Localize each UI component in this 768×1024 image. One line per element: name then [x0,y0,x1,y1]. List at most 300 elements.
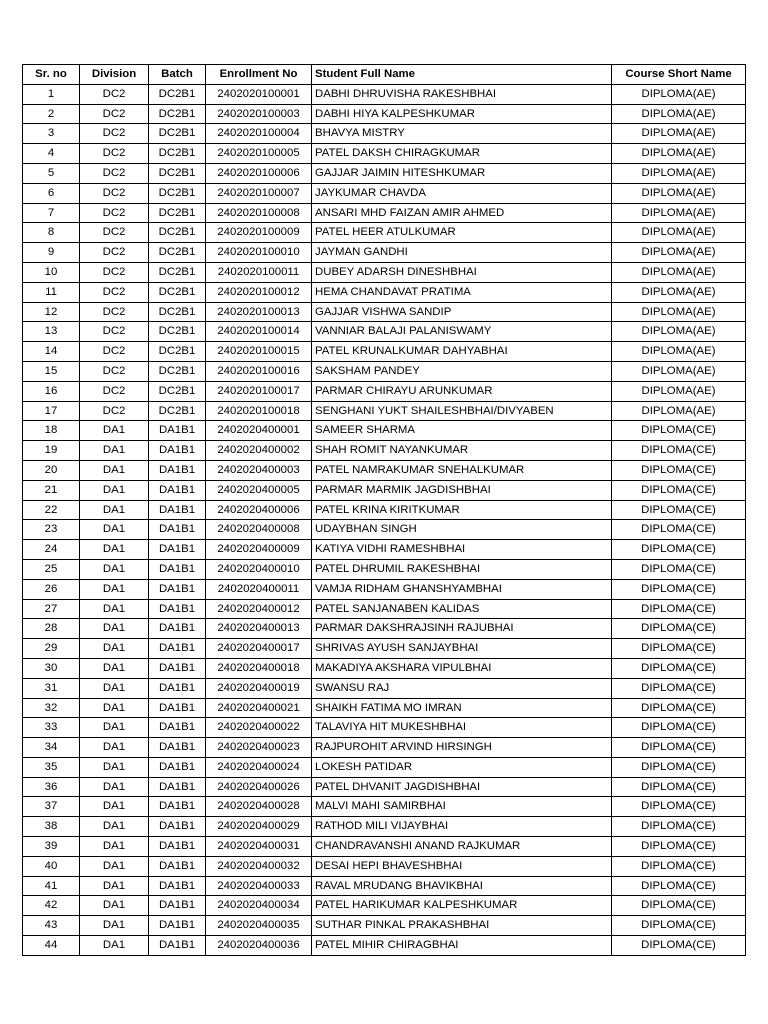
cell-student-name: PATEL KRUNALKUMAR DAHYABHAI [312,342,612,362]
cell-sr-no: 41 [23,876,80,896]
cell-batch: DA1B1 [149,460,206,480]
cell-enrollment-no: 2402020400022 [206,718,312,738]
table-row [23,401,746,421]
cell-batch: DA1B1 [149,876,206,896]
cell-batch: DA1B1 [149,520,206,540]
cell-course: DIPLOMA(AE) [612,302,746,322]
table-row [23,658,746,678]
cell-enrollment-no: 2402020100008 [206,203,312,223]
cell-student-name: HEMA CHANDAVAT PRATIMA [312,282,612,302]
table-row [23,480,746,500]
cell-student-name: DABHI HIYA KALPESHKUMAR [312,104,612,124]
cell-division: DC2 [80,381,149,401]
cell-student-name: DUBEY ADARSH DINESHBHAI [312,262,612,282]
cell-student-name: BHAVYA MISTRY [312,124,612,144]
table-row [23,381,746,401]
cell-batch: DA1B1 [149,579,206,599]
cell-batch: DA1B1 [149,856,206,876]
cell-student-name: RATHOD MILI VIJAYBHAI [312,817,612,837]
cell-student-name: CHANDRAVANSHI ANAND RAJKUMAR [312,837,612,857]
cell-batch: DA1B1 [149,936,206,956]
cell-batch: DA1B1 [149,698,206,718]
cell-division: DC2 [80,401,149,421]
cell-batch: DA1B1 [149,540,206,560]
cell-division: DC2 [80,124,149,144]
cell-student-name: PATEL KRINA KIRITKUMAR [312,500,612,520]
cell-division: DA1 [80,480,149,500]
cell-student-name: JAYMAN GANDHI [312,243,612,263]
cell-batch: DA1B1 [149,441,206,461]
cell-enrollment-no: 2402020400034 [206,896,312,916]
cell-course: DIPLOMA(AE) [612,163,746,183]
cell-sr-no: 6 [23,183,80,203]
cell-course: DIPLOMA(CE) [612,856,746,876]
cell-student-name: SHAH ROMIT NAYANKUMAR [312,441,612,461]
table-row [23,698,746,718]
cell-student-name: MALVI MAHI SAMIRBHAI [312,797,612,817]
cell-course: DIPLOMA(CE) [612,540,746,560]
cell-enrollment-no: 2402020400006 [206,500,312,520]
cell-sr-no: 2 [23,104,80,124]
cell-sr-no: 16 [23,381,80,401]
cell-batch: DC2B1 [149,144,206,164]
cell-enrollment-no: 2402020100004 [206,124,312,144]
cell-student-name: LOKESH PATIDAR [312,757,612,777]
cell-division: DA1 [80,698,149,718]
cell-course: DIPLOMA(AE) [612,342,746,362]
cell-student-name: ANSARI MHD FAIZAN AMIR AHMED [312,203,612,223]
cell-division: DA1 [80,559,149,579]
cell-enrollment-no: 2402020400005 [206,480,312,500]
table-row [23,559,746,579]
cell-enrollment-no: 2402020100007 [206,183,312,203]
cell-sr-no: 15 [23,361,80,381]
cell-course: DIPLOMA(AE) [612,203,746,223]
cell-course: DIPLOMA(CE) [612,480,746,500]
cell-student-name: VAMJA RIDHAM GHANSHYAMBHAI [312,579,612,599]
cell-batch: DA1B1 [149,777,206,797]
cell-student-name: PATEL NAMRAKUMAR SNEHALKUMAR [312,460,612,480]
table-row [23,282,746,302]
cell-enrollment-no: 2402020400035 [206,916,312,936]
cell-batch: DA1B1 [149,797,206,817]
header-student-full-name: Student Full Name [312,65,612,85]
cell-enrollment-no: 2402020400013 [206,619,312,639]
cell-sr-no: 30 [23,658,80,678]
cell-enrollment-no: 2402020400009 [206,540,312,560]
cell-course: DIPLOMA(AE) [612,282,746,302]
table-row [23,896,746,916]
table-row [23,579,746,599]
cell-sr-no: 26 [23,579,80,599]
cell-course: DIPLOMA(AE) [612,381,746,401]
cell-enrollment-no: 2402020100011 [206,262,312,282]
cell-enrollment-no: 2402020400017 [206,639,312,659]
table-row [23,322,746,342]
table-row [23,183,746,203]
cell-sr-no: 18 [23,421,80,441]
cell-course: DIPLOMA(CE) [612,777,746,797]
table-row [23,876,746,896]
cell-enrollment-no: 2402020100017 [206,381,312,401]
cell-batch: DA1B1 [149,678,206,698]
table-row [23,223,746,243]
cell-course: DIPLOMA(CE) [612,421,746,441]
cell-course: DIPLOMA(CE) [612,797,746,817]
cell-enrollment-no: 2402020400021 [206,698,312,718]
student-roster-table [22,64,746,956]
cell-course: DIPLOMA(AE) [612,124,746,144]
cell-student-name: SAKSHAM PANDEY [312,361,612,381]
cell-division: DC2 [80,322,149,342]
table-row [23,500,746,520]
cell-batch: DC2B1 [149,282,206,302]
cell-division: DA1 [80,777,149,797]
cell-batch: DA1B1 [149,896,206,916]
cell-student-name: PARMAR MARMIK JAGDISHBHAI [312,480,612,500]
cell-student-name: SHAIKH FATIMA MO IMRAN [312,698,612,718]
table-row [23,124,746,144]
cell-division: DA1 [80,837,149,857]
cell-sr-no: 25 [23,559,80,579]
cell-sr-no: 7 [23,203,80,223]
cell-division: DC2 [80,163,149,183]
table-row [23,936,746,956]
cell-batch: DC2B1 [149,381,206,401]
cell-batch: DA1B1 [149,757,206,777]
cell-enrollment-no: 2402020100012 [206,282,312,302]
table-row [23,817,746,837]
cell-division: DC2 [80,342,149,362]
cell-batch: DC2B1 [149,401,206,421]
cell-student-name: PATEL SANJANABEN KALIDAS [312,599,612,619]
cell-course: DIPLOMA(CE) [612,757,746,777]
table-row [23,243,746,263]
table-row [23,104,746,124]
cell-batch: DA1B1 [149,599,206,619]
cell-batch: DA1B1 [149,480,206,500]
cell-student-name: PATEL DHVANIT JAGDISHBHAI [312,777,612,797]
cell-division: DC2 [80,183,149,203]
cell-enrollment-no: 2402020400008 [206,520,312,540]
cell-sr-no: 33 [23,718,80,738]
cell-division: DA1 [80,718,149,738]
cell-division: DA1 [80,817,149,837]
cell-enrollment-no: 2402020400010 [206,559,312,579]
cell-sr-no: 43 [23,916,80,936]
table-row [23,520,746,540]
cell-sr-no: 40 [23,856,80,876]
cell-course: DIPLOMA(CE) [612,896,746,916]
cell-division: DA1 [80,619,149,639]
cell-batch: DC2B1 [149,302,206,322]
table-row [23,599,746,619]
cell-division: DC2 [80,361,149,381]
table-row [23,837,746,857]
table-row [23,302,746,322]
cell-sr-no: 20 [23,460,80,480]
cell-student-name: SHRIVAS AYUSH SANJAYBHAI [312,639,612,659]
cell-course: DIPLOMA(CE) [612,639,746,659]
cell-division: DC2 [80,104,149,124]
cell-division: DA1 [80,540,149,560]
cell-sr-no: 37 [23,797,80,817]
cell-sr-no: 17 [23,401,80,421]
cell-division: DA1 [80,678,149,698]
cell-course: DIPLOMA(CE) [612,738,746,758]
cell-enrollment-no: 2402020400026 [206,777,312,797]
cell-course: DIPLOMA(CE) [612,718,746,738]
cell-division: DA1 [80,936,149,956]
cell-course: DIPLOMA(CE) [612,876,746,896]
cell-batch: DC2B1 [149,84,206,104]
cell-enrollment-no: 2402020400012 [206,599,312,619]
cell-course: DIPLOMA(CE) [612,599,746,619]
cell-batch: DA1B1 [149,658,206,678]
cell-division: DA1 [80,916,149,936]
cell-course: DIPLOMA(AE) [612,183,746,203]
cell-student-name: TALAVIYA HIT MUKESHBHAI [312,718,612,738]
table-row [23,738,746,758]
cell-batch: DC2B1 [149,322,206,342]
cell-sr-no: 5 [23,163,80,183]
header-course-short-name: Course Short Name [612,65,746,85]
cell-student-name: MAKADIYA AKSHARA VIPULBHAI [312,658,612,678]
cell-student-name: DABHI DHRUVISHA RAKESHBHAI [312,84,612,104]
cell-enrollment-no: 2402020400002 [206,441,312,461]
cell-sr-no: 10 [23,262,80,282]
cell-sr-no: 4 [23,144,80,164]
cell-division: DA1 [80,757,149,777]
cell-enrollment-no: 2402020400001 [206,421,312,441]
cell-enrollment-no: 2402020400011 [206,579,312,599]
cell-enrollment-no: 2402020400032 [206,856,312,876]
cell-student-name: RAJPUROHIT ARVIND HIRSINGH [312,738,612,758]
cell-student-name: SWANSU RAJ [312,678,612,698]
cell-sr-no: 1 [23,84,80,104]
cell-enrollment-no: 2402020100009 [206,223,312,243]
cell-student-name: PATEL HEER ATULKUMAR [312,223,612,243]
cell-batch: DA1B1 [149,718,206,738]
cell-division: DA1 [80,896,149,916]
cell-division: DC2 [80,203,149,223]
cell-enrollment-no: 2402020100016 [206,361,312,381]
cell-batch: DA1B1 [149,559,206,579]
table-row [23,757,746,777]
cell-sr-no: 28 [23,619,80,639]
header-enrollment-no: Enrollment No [206,65,312,85]
cell-course: DIPLOMA(AE) [612,361,746,381]
cell-student-name: JAYKUMAR CHAVDA [312,183,612,203]
table-row [23,84,746,104]
cell-sr-no: 14 [23,342,80,362]
cell-batch: DA1B1 [149,500,206,520]
cell-student-name: SUTHAR PINKAL PRAKASHBHAI [312,916,612,936]
header-sr-no: Sr. no [23,65,80,85]
cell-sr-no: 21 [23,480,80,500]
cell-student-name: GAJJAR VISHWA SANDIP [312,302,612,322]
cell-sr-no: 44 [23,936,80,956]
cell-enrollment-no: 2402020100010 [206,243,312,263]
cell-sr-no: 19 [23,441,80,461]
cell-batch: DC2B1 [149,361,206,381]
cell-sr-no: 22 [23,500,80,520]
cell-course: DIPLOMA(CE) [612,460,746,480]
cell-course: DIPLOMA(CE) [612,678,746,698]
table-row [23,619,746,639]
cell-course: DIPLOMA(CE) [612,817,746,837]
cell-student-name: UDAYBHAN SINGH [312,520,612,540]
table-row [23,916,746,936]
cell-division: DA1 [80,876,149,896]
cell-division: DC2 [80,243,149,263]
cell-sr-no: 34 [23,738,80,758]
cell-batch: DA1B1 [149,619,206,639]
cell-course: DIPLOMA(AE) [612,144,746,164]
cell-enrollment-no: 2402020400023 [206,738,312,758]
header-row [23,65,746,85]
cell-enrollment-no: 2402020100001 [206,84,312,104]
table-row [23,718,746,738]
cell-sr-no: 38 [23,817,80,837]
cell-enrollment-no: 2402020100013 [206,302,312,322]
cell-batch: DC2B1 [149,163,206,183]
cell-sr-no: 11 [23,282,80,302]
table-row [23,361,746,381]
cell-division: DC2 [80,223,149,243]
table-body [23,84,746,955]
table-row [23,441,746,461]
cell-enrollment-no: 2402020400033 [206,876,312,896]
header-division: Division [80,65,149,85]
cell-student-name: RAVAL MRUDANG BHAVIKBHAI [312,876,612,896]
cell-student-name: KATIYA VIDHI RAMESHBHAI [312,540,612,560]
cell-division: DC2 [80,302,149,322]
cell-sr-no: 23 [23,520,80,540]
cell-course: DIPLOMA(CE) [612,936,746,956]
cell-course: DIPLOMA(AE) [612,243,746,263]
cell-student-name: PARMAR CHIRAYU ARUNKUMAR [312,381,612,401]
cell-batch: DA1B1 [149,837,206,857]
cell-division: DA1 [80,460,149,480]
cell-enrollment-no: 2402020100003 [206,104,312,124]
cell-course: DIPLOMA(AE) [612,322,746,342]
cell-enrollment-no: 2402020100014 [206,322,312,342]
cell-batch: DA1B1 [149,738,206,758]
cell-course: DIPLOMA(CE) [612,837,746,857]
cell-student-name: PATEL DHRUMIL RAKESHBHAI [312,559,612,579]
cell-course: DIPLOMA(CE) [612,441,746,461]
cell-sr-no: 24 [23,540,80,560]
cell-course: DIPLOMA(AE) [612,104,746,124]
cell-course: DIPLOMA(AE) [612,401,746,421]
cell-sr-no: 9 [23,243,80,263]
cell-batch: DC2B1 [149,342,206,362]
cell-student-name: PATEL HARIKUMAR KALPESHKUMAR [312,896,612,916]
cell-batch: DA1B1 [149,421,206,441]
table-row [23,678,746,698]
cell-batch: DC2B1 [149,262,206,282]
cell-division: DA1 [80,599,149,619]
table-row [23,144,746,164]
cell-division: DA1 [80,738,149,758]
cell-enrollment-no: 2402020100018 [206,401,312,421]
table-row [23,203,746,223]
cell-sr-no: 13 [23,322,80,342]
cell-enrollment-no: 2402020400019 [206,678,312,698]
cell-student-name: DESAI HEPI BHAVESHBHAI [312,856,612,876]
cell-student-name: GAJJAR JAIMIN HITESHKUMAR [312,163,612,183]
cell-sr-no: 42 [23,896,80,916]
cell-enrollment-no: 2402020100005 [206,144,312,164]
table-row [23,342,746,362]
cell-sr-no: 12 [23,302,80,322]
cell-course: DIPLOMA(CE) [612,520,746,540]
cell-course: DIPLOMA(CE) [612,619,746,639]
cell-course: DIPLOMA(AE) [612,84,746,104]
cell-sr-no: 32 [23,698,80,718]
cell-course: DIPLOMA(CE) [612,698,746,718]
cell-batch: DA1B1 [149,639,206,659]
cell-sr-no: 39 [23,837,80,857]
cell-batch: DC2B1 [149,104,206,124]
table-row [23,797,746,817]
cell-division: DC2 [80,84,149,104]
cell-student-name: SAMEER SHARMA [312,421,612,441]
cell-student-name: VANNIAR BALAJI PALANISWAMY [312,322,612,342]
table-row [23,421,746,441]
cell-student-name: PARMAR DAKSHRAJSINH RAJUBHAI [312,619,612,639]
cell-batch: DC2B1 [149,243,206,263]
cell-course: DIPLOMA(CE) [612,579,746,599]
header-batch: Batch [149,65,206,85]
table-row [23,460,746,480]
table-row [23,639,746,659]
cell-enrollment-no: 2402020400031 [206,837,312,857]
table-row [23,856,746,876]
cell-sr-no: 35 [23,757,80,777]
cell-batch: DA1B1 [149,916,206,936]
cell-batch: DC2B1 [149,124,206,144]
cell-sr-no: 31 [23,678,80,698]
table-row [23,163,746,183]
cell-sr-no: 8 [23,223,80,243]
cell-course: DIPLOMA(AE) [612,262,746,282]
cell-division: DC2 [80,144,149,164]
cell-enrollment-no: 2402020400024 [206,757,312,777]
cell-enrollment-no: 2402020100006 [206,163,312,183]
cell-enrollment-no: 2402020400028 [206,797,312,817]
cell-student-name: SENGHANI YUKT SHAILESHBHAI/DIVYABEN [312,401,612,421]
cell-division: DA1 [80,658,149,678]
cell-division: DA1 [80,500,149,520]
cell-division: DA1 [80,441,149,461]
cell-batch: DC2B1 [149,183,206,203]
cell-division: DA1 [80,856,149,876]
cell-enrollment-no: 2402020400003 [206,460,312,480]
cell-sr-no: 29 [23,639,80,659]
cell-student-name: PATEL DAKSH CHIRAGKUMAR [312,144,612,164]
cell-sr-no: 3 [23,124,80,144]
table-row [23,777,746,797]
cell-batch: DC2B1 [149,203,206,223]
cell-course: DIPLOMA(AE) [612,223,746,243]
cell-enrollment-no: 2402020400018 [206,658,312,678]
cell-division: DA1 [80,797,149,817]
cell-sr-no: 36 [23,777,80,797]
cell-batch: DA1B1 [149,817,206,837]
cell-course: DIPLOMA(CE) [612,916,746,936]
